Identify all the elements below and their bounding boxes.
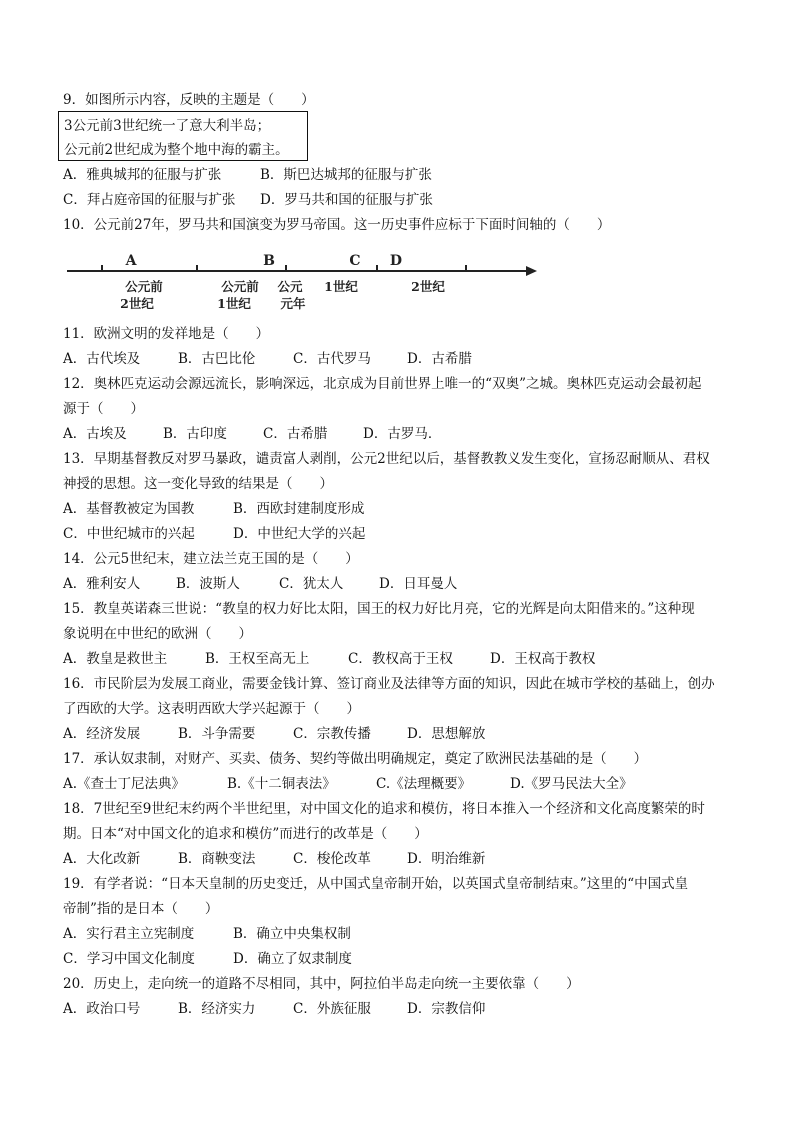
question-13-stem-line-1: 13．早期基督教反对罗马暴政，谴责富人剥削，公元2世纪以后，基督教教义发生变化，宣扬忍耐顺从、君权	[63, 451, 710, 467]
question-15-option-b[interactable]: B．王权至高无上	[205, 651, 310, 667]
question-10-timeline	[65, 246, 537, 314]
question-12-stem-line-1: 12．奥林匹克运动会源远流长，影响深远，北京成为目前世界上唯一的“双奥”之城。奥林匹克运动会最初起	[63, 376, 702, 392]
timeline-label-bc2-line2: 2世纪	[120, 296, 154, 311]
question-15-option-a[interactable]: A．教皇是救世主	[63, 651, 168, 667]
question-11-option-b[interactable]: B．古巴比伦	[178, 351, 256, 367]
question-19-option-b[interactable]: B．确立中央集权制	[233, 926, 351, 942]
question-14-stem: 14．公元5世纪末，建立法兰克王国的是（ ）	[63, 551, 359, 567]
question-18-option-c[interactable]: C．梭伦改革	[293, 851, 371, 867]
question-14-option-a[interactable]: A．雅利安人	[63, 576, 141, 592]
question-9-stem: 9．如图所示内容，反映的主题是（ ）	[63, 92, 315, 108]
question-18-stem-line-1: 18．7世纪至9世纪末约两个半世纪里，对中国文化的追求和模仿，将日本推入一个经济和文化高度繁荣的时	[63, 801, 705, 817]
timeline-letter-a: A	[125, 253, 137, 269]
question-14-option-d[interactable]: D．日耳曼人	[379, 576, 458, 592]
question-9-option-a[interactable]: A．雅典城邦的征服与扩张	[63, 167, 222, 183]
timeline-label-bc2-line1: 公元前	[125, 279, 163, 294]
question-18-option-d[interactable]: D．明治维新	[407, 851, 486, 867]
question-12-option-d[interactable]: D．古罗马．	[363, 426, 442, 442]
question-16-option-a[interactable]: A．经济发展	[63, 726, 141, 742]
timeline-label-2nd-century: 2世纪	[411, 279, 445, 294]
question-13-option-b[interactable]: B．西欧封建制度形成	[233, 501, 365, 517]
question-12-option-b[interactable]: B．古印度	[163, 426, 227, 442]
timeline-letter-c: C	[349, 253, 361, 269]
question-12-option-c[interactable]: C．古希腊	[263, 426, 328, 442]
question-9-option-c[interactable]: C．拜占庭帝国的征服与扩张	[63, 192, 236, 208]
question-20-option-a[interactable]: A．政治口号	[63, 1001, 141, 1017]
question-11-option-a[interactable]: A．古代埃及	[63, 351, 141, 367]
question-18-stem-line-2: 期。日本“对中国文化的追求和模仿”而进行的改革是（ ）	[63, 826, 428, 842]
timeline-label-ad-line1: 公元	[277, 279, 303, 294]
question-16-option-c[interactable]: C．宗教传播	[293, 726, 371, 742]
question-9-material-line-1: 3公元前3世纪统一了意大利半岛；	[64, 118, 271, 134]
question-19-stem-line-1: 19．有学者说：“日本天皇制的历史变迁，从中国式皇帝制开始，以英国式皇帝制结束。”这里的“中国式皇	[63, 876, 689, 892]
question-17-option-b[interactable]: B.《十二铜表法》	[227, 776, 336, 792]
question-9-option-b[interactable]: B．斯巴达城邦的征服与扩张	[260, 167, 432, 183]
question-19-option-d[interactable]: D．确立了奴隶制度	[233, 951, 352, 967]
question-15-stem-line-2: 象说明在中世纪的欧洲（ ）	[63, 626, 252, 642]
question-13-option-c[interactable]: C．中世纪城市的兴起	[63, 526, 195, 542]
timeline-label-bc1-line2: 1世纪	[217, 296, 251, 311]
question-20-option-d[interactable]: D．宗教信仰	[407, 1001, 486, 1017]
question-13-option-a[interactable]: A．基督教被定为国教	[63, 501, 195, 517]
question-19-stem-line-2: 帝制”指的是日本（ ）	[63, 901, 219, 917]
question-11-stem: 11．欧洲文明的发祥地是（ ）	[63, 326, 270, 342]
question-10-stem: 10．公元前27年，罗马共和国演变为罗马帝国。这一历史事件应标于下面时间轴的（ ）	[63, 217, 611, 233]
question-20-option-c[interactable]: C．外族征服	[293, 1001, 371, 1017]
question-17-stem: 17．承认奴隶制，对财产、买卖、债务、契约等做出明确规定，奠定了欧洲民法基础的是（ ）	[63, 751, 648, 767]
question-17-option-c[interactable]: C.《法理概要》	[376, 776, 472, 792]
question-13-stem-line-2: 神授的思想。这一变化导致的结果是（ ）	[63, 476, 333, 492]
question-14-option-b[interactable]: B．波斯人	[176, 576, 240, 592]
question-16-stem-line-1: 16．市民阶层为发展工商业，需要金钱计算、签订商业及法律等方面的知识，因此在城市学校的基础上，创办	[63, 676, 715, 692]
question-20-stem: 20．历史上，走向统一的道路不尽相同，其中，阿拉伯半岛走向统一主要依靠（ ）	[63, 976, 580, 992]
question-12-option-a[interactable]: A．古埃及	[63, 426, 127, 442]
question-17-option-a[interactable]: A.《查士丁尼法典》	[63, 776, 186, 792]
timeline-letter-b: B	[263, 253, 275, 269]
question-9-material-line-2: 公元前2世纪成为整个地中海的霸主。	[64, 142, 289, 158]
question-18-option-b[interactable]: B．商鞅变法	[178, 851, 256, 867]
timeline-label-bc1-line1: 公元前	[221, 279, 259, 294]
question-17-option-d[interactable]: D.《罗马民法大全》	[510, 776, 633, 792]
question-19-option-c[interactable]: C．学习中国文化制度	[63, 951, 195, 967]
question-9-material-box	[58, 111, 308, 161]
question-18-option-a[interactable]: A．大化改新	[63, 851, 141, 867]
question-11-option-d[interactable]: D．古希腊	[407, 351, 472, 367]
question-16-option-d[interactable]: D．思想解放	[407, 726, 486, 742]
question-11-option-c[interactable]: C．古代罗马	[293, 351, 371, 367]
question-15-option-d[interactable]: D．王权高于教权	[490, 651, 596, 667]
question-20-option-b[interactable]: B．经济实力	[178, 1001, 256, 1017]
question-16-option-b[interactable]: B．斗争需要	[178, 726, 256, 742]
question-9-option-d[interactable]: D．罗马共和国的征服与扩张	[260, 192, 433, 208]
timeline-letter-d: D	[389, 253, 403, 269]
timeline-label-1st-century: 1世纪	[324, 279, 358, 294]
question-15-stem-line-1: 15．教皇英诺森三世说：“教皇的权力好比太阳，国王的权力好比月亮，它的光辉是向太阳借来的。”这种现	[63, 601, 695, 617]
question-14-option-c[interactable]: C．犹太人	[279, 576, 344, 592]
question-13-option-d[interactable]: D．中世纪大学的兴起	[233, 526, 366, 542]
question-12-stem-line-2: 源于（ ）	[63, 401, 144, 417]
question-19-option-a[interactable]: A．实行君主立宪制度	[63, 926, 195, 942]
timeline-label-ad-line2: 元年	[280, 296, 306, 311]
question-16-stem-line-2: 了西欧的大学。这表明西欧大学兴起源于（ ）	[63, 701, 360, 717]
question-15-option-c[interactable]: C．教权高于王权	[348, 651, 453, 667]
timeline-arrowhead	[526, 266, 537, 276]
